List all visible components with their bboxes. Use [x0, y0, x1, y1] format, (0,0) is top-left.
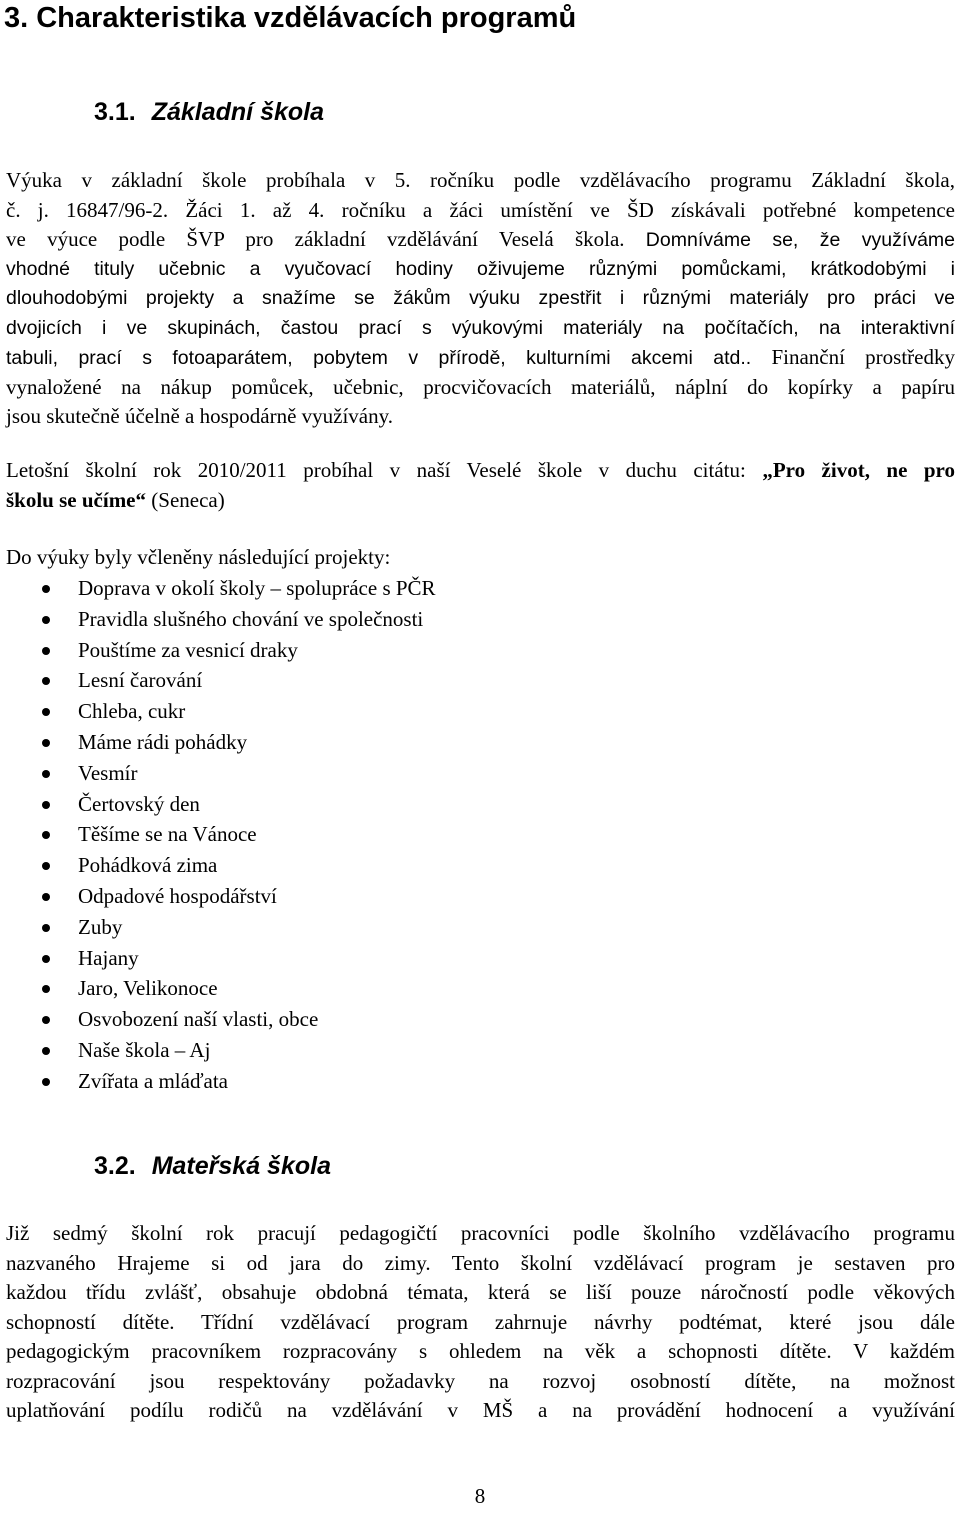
- text-line: jsou skutečně účelně a hospodárně využívány.: [6, 404, 394, 428]
- text-line: Do výuky byly včleněny následující projekty:: [6, 545, 391, 569]
- list-item-text: Zvířata a mláďata: [78, 1068, 228, 1093]
- list-item-text: Naše škola – Aj: [78, 1037, 211, 1062]
- list-item: [0, 973, 436, 1004]
- list-item: [0, 758, 436, 789]
- text-line: pedagogickým pracovníkem rozpracovány s ohledem na věk a schopnosti dítěte. V každém: [6, 1339, 955, 1363]
- list-item-text: Zuby: [78, 914, 123, 939]
- section-number: 3.2.: [94, 1152, 136, 1180]
- list-item-text: Pohádková zima: [78, 853, 218, 878]
- bullet-icon: [42, 1047, 50, 1055]
- list-item: [0, 604, 436, 635]
- list-item-text: Hajany: [78, 945, 139, 970]
- list-item: [0, 943, 436, 974]
- section-heading-zakladni-skola: [94, 96, 324, 128]
- list-item-text: Doprava v okolí školy – spolupráce s PČR: [78, 576, 436, 600]
- bullet-icon: [42, 1078, 50, 1086]
- text-line: [6, 456, 955, 486]
- projects-intro: [6, 543, 955, 573]
- list-item: [0, 850, 436, 881]
- list-item-text: Vesmír: [78, 760, 138, 785]
- text-span: Letošní školní rok 2010/2011 probíhal v naší Veselé škole v duchu citátu:: [6, 458, 763, 482]
- list-item-text: Chleba, cukr: [78, 699, 186, 724]
- list-item-text: Lesní čarování: [78, 668, 203, 693]
- text-span: ve výuce podle ŠVP pro základní vzdělávání Veselá škola.: [6, 227, 625, 251]
- text-line: nazvaného Hrajeme si od jara do zimy. Tento školní vzdělávací program je sestaven pro: [6, 1250, 955, 1275]
- text-line: Výuka v základní škole probíhala v 5. ročníku podle vzdělávacího programu Základní škola,: [6, 168, 955, 192]
- list-item: [0, 881, 436, 912]
- text-line: vhodné tituly učebnic a vyučovací hodiny oživujeme různými pomůckami, krátkodobými i: [6, 257, 955, 280]
- bullet-icon: [42, 616, 50, 624]
- section-title: Základní škola: [151, 98, 324, 126]
- text-line: [6, 486, 955, 516]
- list-item: [0, 1035, 436, 1066]
- bullet-icon: [42, 708, 50, 716]
- list-item: [0, 789, 436, 820]
- bullet-icon: [42, 585, 50, 593]
- list-item-text: Máme rádi pohádky: [78, 729, 248, 754]
- text-line: dlouhodobými projekty a snažíme se žákům výuku zpestřit i různými materiály pro práci ve: [6, 287, 955, 309]
- list-item-text: Odpadové hospodářství: [78, 883, 277, 908]
- list-item-text: Pouštíme za vesnicí draky: [78, 637, 298, 662]
- list-item: [0, 1004, 436, 1035]
- list-item-text: Pravidla slušného chování ve společnosti: [78, 606, 424, 631]
- quote-text: „Pro život, ne pro: [762, 458, 955, 482]
- text-line: [6, 225, 955, 255]
- section-heading-materska-skola: [94, 1150, 331, 1182]
- list-item: [0, 727, 436, 758]
- bullet-icon: [42, 985, 50, 993]
- text-line: každou třídu zvlášť, obsahuje obdobná témata, která se liší pouze náročností podle věkových: [6, 1280, 955, 1304]
- list-item: [0, 635, 436, 666]
- text-line: uplatňování podílu rodičů na vzdělávání v MŠ a na provádění hodnocení a využívání: [6, 1398, 955, 1422]
- bullet-icon: [42, 955, 50, 963]
- quote-text: školu se učíme“: [6, 487, 147, 512]
- list-item: [0, 573, 436, 604]
- list-item: [0, 665, 436, 696]
- text-line: vynaložené na nákup pomůcek, učebnic, procvičovacích materiálů, náplní do kopírky a papíru: [6, 374, 955, 399]
- list-item: [0, 912, 436, 943]
- bullet-icon: [42, 739, 50, 747]
- list-item-text: Osvobození naší vlasti, obce: [78, 1007, 319, 1032]
- paragraph-zs-intro: [6, 166, 955, 432]
- text-span: Domníváme se, že využíváme: [645, 229, 955, 251]
- bullet-icon: [42, 924, 50, 932]
- text-line: rozpracování jsou respektovány požadavky na rozvoj osobností dítěte, na možnost: [6, 1368, 955, 1393]
- quote-author: (Seneca): [151, 487, 225, 512]
- page-number: 8: [474, 1484, 486, 1508]
- bullet-icon: [42, 647, 50, 655]
- bullet-icon: [42, 893, 50, 901]
- bullet-icon: [42, 770, 50, 778]
- list-item-text: Jaro, Velikonoce: [78, 976, 218, 1001]
- bullet-icon: [42, 801, 50, 809]
- list-item: [0, 696, 436, 727]
- section-title: Mateřská škola: [151, 1152, 331, 1180]
- text-line: č. j. 16847/96-2. Žáci 1. až 4. ročníku a žáci umístění ve ŠD získávali potřebné kompetence: [6, 197, 955, 222]
- projects-list: [0, 573, 436, 1097]
- text-line: [6, 343, 955, 373]
- text-line: dvojicích i ve skupinách, častou prací s výukovými materiály na počítačích, na interaktivní: [6, 316, 955, 339]
- list-item-text: Těšíme se na Vánoce: [78, 822, 257, 847]
- list-item-text: Čertovský den: [78, 791, 200, 816]
- text-line: Již sedmý školní rok pracují pedagogičtí pracovníci podle školního vzdělávacího programu: [6, 1221, 955, 1245]
- bullet-icon: [42, 862, 50, 870]
- bullet-icon: [42, 831, 50, 839]
- text-span: tabuli, prací s fotoaparátem, pobytem v přírodě, kulturními akcemi atd..: [6, 347, 752, 369]
- section-number: 3.1.: [94, 98, 136, 126]
- paragraph-school-year: [6, 456, 955, 515]
- text-span: Finanční prostředky: [771, 345, 955, 369]
- bullet-icon: [42, 1016, 50, 1024]
- list-item: [0, 819, 436, 850]
- list-item: [0, 1066, 436, 1097]
- bullet-icon: [42, 677, 50, 685]
- text-line: schopností dítěte. Třídní vzdělávací program zahrnuje návrhy podtémat, které jsou dále: [6, 1309, 955, 1334]
- paragraph-ms: [6, 1219, 955, 1426]
- chapter-title: 3. Charakteristika vzdělávacích programů: [4, 2, 577, 34]
